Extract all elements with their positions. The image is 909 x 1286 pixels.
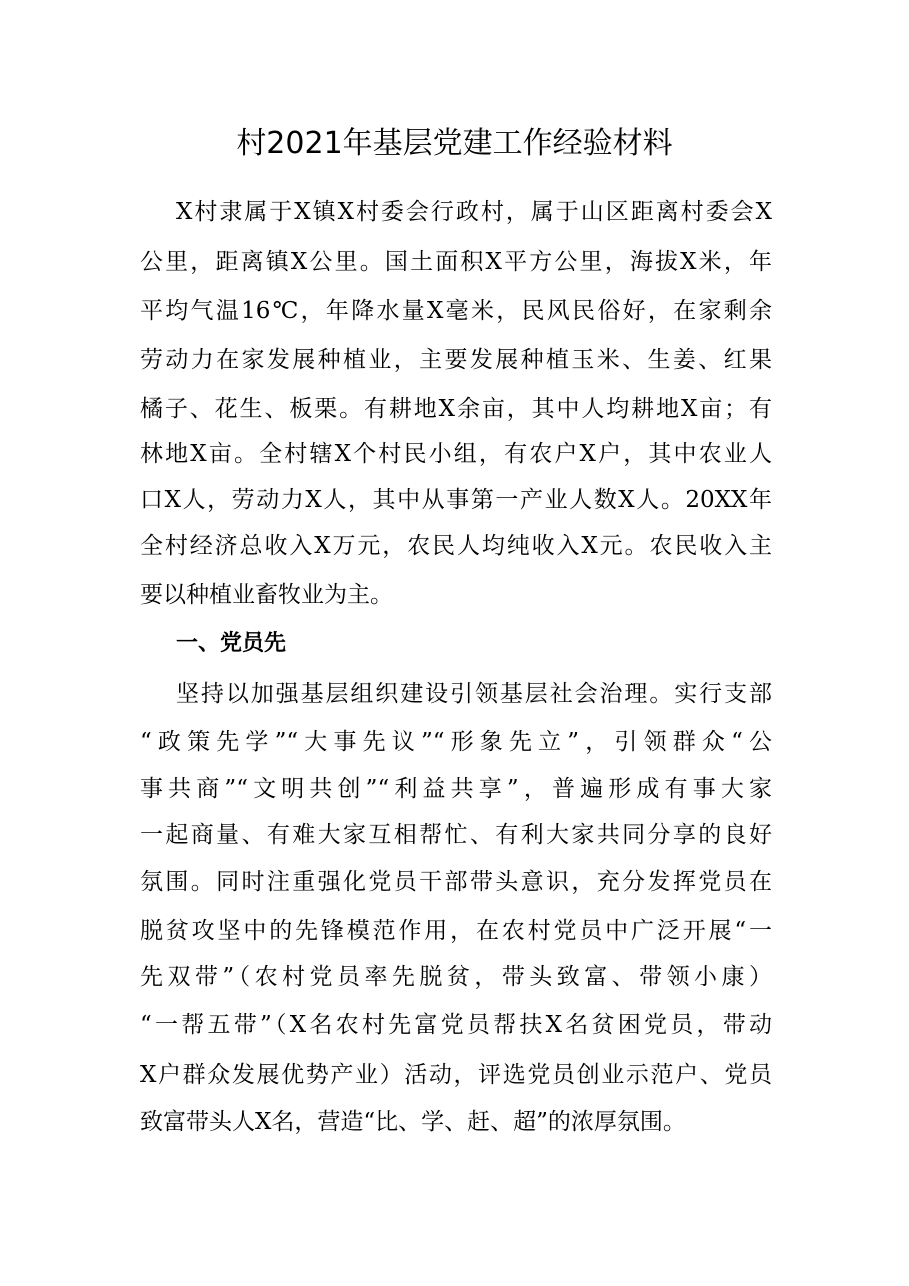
paragraph-line: 平均气温16℃，年降水量X毫米，民风民俗好，在家剩余	[140, 298, 772, 324]
paragraph-line: 全村经济总收入X万元，农民人均纯收入X元。农民收入主	[140, 533, 772, 559]
section-heading: 一、党员先	[176, 631, 287, 656]
paragraph-line: 橘子、花生、板栗。有耕地X余亩，其中人均耕地X亩；有	[140, 396, 772, 422]
paragraph-line: X户群众发展优势产业）活动，评选党员创业示范户、党员	[140, 1062, 772, 1088]
paragraph-line: 先双带”（农村党员率先脱贫，带头致富、带领小康）	[140, 964, 772, 990]
paragraph-line: “一帮五带”（X名农村先富党员帮扶X名贫困党员，带动	[140, 1012, 772, 1038]
paragraph-line: 事共商”“文明共创”“利益共享”，普遍形成有事大家	[140, 776, 772, 802]
document-title: 村2021年基层党建工作经验材料	[236, 126, 673, 161]
paragraph-line: 口X人，劳动力X人，其中从事第一产业人数X人。20XX年	[140, 487, 772, 513]
paragraph-line: 氛围。同时注重强化党员干部带头意识，充分发挥党员在	[140, 869, 772, 895]
paragraph-line: 林地X亩。全村辖X个村民小组，有农户X户，其中农业人	[140, 441, 772, 467]
paragraph-line: 脱贫攻坚中的先锋模范作用，在农村党员中广泛开展“一	[140, 918, 772, 944]
paragraph-line: 公里，距离镇X公里。国土面积X平方公里，海拔X米，年	[140, 249, 772, 275]
paragraph-line: 一起商量、有难大家互相帮忙、有利大家共同分享的良好	[140, 822, 772, 848]
paragraph-line: 致富带头人X名，营造“比、学、赶、超”的浓厚氛围。	[140, 1109, 686, 1135]
paragraph-line: X村隶属于X镇X村委会行政村，属于山区距离村委会X	[176, 199, 772, 225]
paragraph-line: 劳动力在家发展种植业，主要发展种植玉米、生姜、红果	[140, 347, 772, 373]
paragraph-line: “政策先学”“大事先议”“形象先立”，引领群众“公	[140, 729, 772, 755]
paragraph-line: 要以种植业畜牧业为主。	[140, 582, 393, 608]
paragraph-line: 坚持以加强基层组织建设引领基层社会治理。实行支部	[176, 681, 772, 707]
